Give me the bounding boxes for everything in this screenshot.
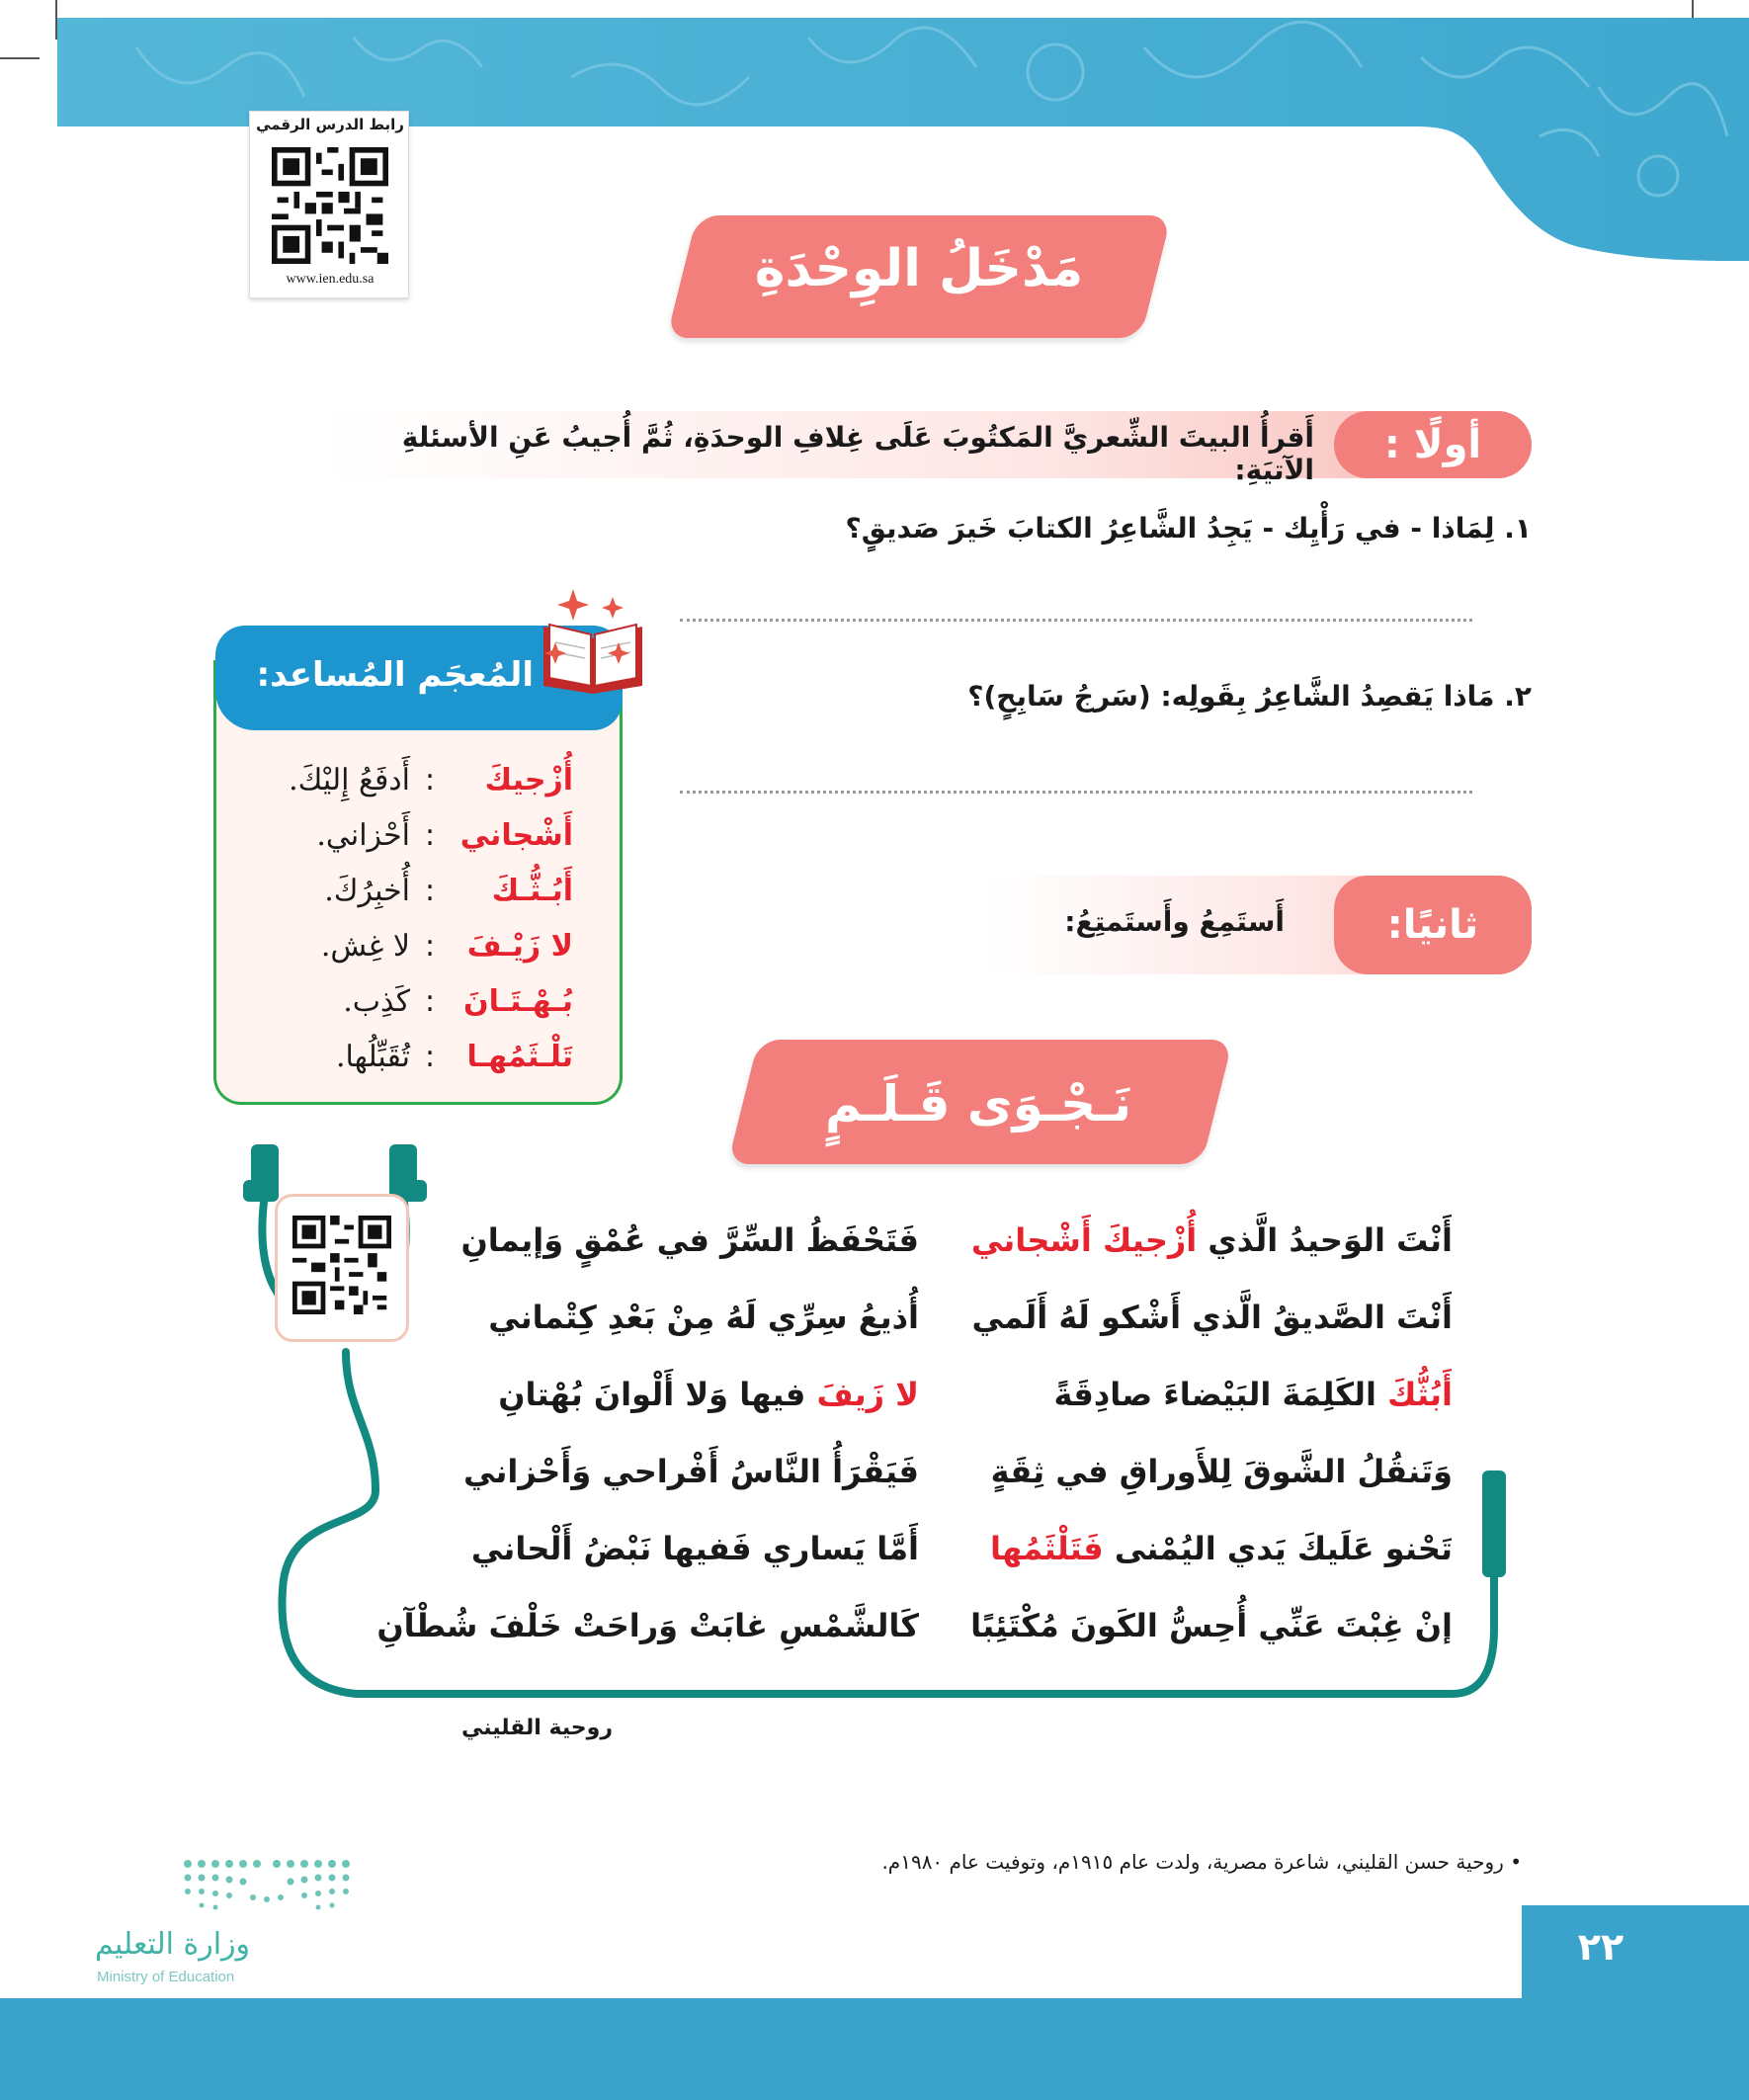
website-url[interactable]: www.ien.edu.sa [286,272,375,287]
dictionary-word: أُزْجيكَ [484,763,573,798]
dictionary-colon: : [424,984,436,1019]
verse-text: أُذيعُ سِرِّي لَهُ مِنْ بَعْدِ كِتْماني [488,1299,919,1336]
section-two-label: ثانيًا: [1334,876,1532,974]
verse-first-half [949,1530,1453,1567]
poet-name: روحية القليني [460,1716,613,1740]
question-1: ١. لِمَاذا - في رَأْيِك - يَجِدُ الشَّاعِرُ الكتابَ خَيرَ صَديقٍ؟ [845,512,1532,545]
digital-lesson-caption: رابط الدرس الرقمي [256,116,404,133]
verse-text: تَحْنو عَلَيكَ يَدي اليُمْنى [1103,1530,1453,1567]
footer-band [0,1998,1749,2100]
verse-highlight: فَتَلْثَمُها [989,1530,1104,1567]
verse-text: أَنْتَ الصَّديقُ الَّذي أَشْكو لَهُ أَلَمي [971,1299,1453,1336]
dictionary-title: المُعجَم المُساعد: [256,655,534,695]
dictionary-colon: : [424,763,436,798]
dictionary-word: بُـهْـتَـانَ [463,984,573,1019]
verse-second-half [415,1376,919,1413]
verse-text: أَمَّا يَساري فَفيها نَبْضُ أَلْحاني [470,1530,919,1567]
verse-text: فَيَقْرَأُ النَّاسُ أَفْراحي وَأَحْزاني [463,1453,919,1490]
dictionary-meaning: أَدفَعُ إِليْكَ. [289,763,410,798]
verse-text: وَتَنقُلُ الشَّوقَ لِلأَوراقِ في ثِقَةٍ [990,1453,1453,1490]
verse-second-half [415,1299,919,1336]
verse-text: فيها وَلا أَلْوانَ بُهْتانِ [498,1376,817,1413]
verse-second-half [415,1221,919,1259]
dictionary-entry [247,763,573,812]
qr-code-icon[interactable] [272,147,388,264]
question-2: ٢. مَاذا يَقصِدُ الشَّاعِرُ بِقَولِه: (سَرجُ سَابِحٍ)؟ [967,680,1532,713]
dictionary-colon: : [424,929,436,964]
dictionary-entry [247,1040,573,1089]
dictionary-entry [247,984,573,1034]
verse-text: الكَلِمَةَ البَيْضاءَ صادِقَةً [1053,1376,1388,1413]
verse-text: أَنْتَ الوَحيدُ الَّذي [1197,1221,1453,1259]
verse-second-half [415,1453,919,1490]
dictionary-colon: : [424,874,436,908]
dictionary-word: تَلْـثَمُهـا [466,1040,573,1074]
dictionary-entry [247,929,573,978]
verse-second-half [376,1607,919,1644]
unit-title: مَدْخَلُ الوِحْدَةِ [754,239,1084,298]
verse-highlight: أَبُثُّكَ [1387,1376,1453,1413]
verse-first-half [949,1221,1453,1259]
verse-highlight: لا زَيفَ [816,1376,919,1413]
dictionary-meaning: أَحْزاني. [316,818,410,853]
section-one-instruction: أَقرأُ البيتَ الشِّعريَّ المَكتُوبَ عَلَى غِلافِ الوحدَةِ، ثُمَّ أُجيبُ عَنِ الأسئلةِ الآتيَةِ: [401,421,1314,486]
dictionary-colon: : [424,818,436,853]
verse-first-half [949,1453,1453,1490]
ministry-name-english: Ministry of Education [97,1969,235,1985]
digital-lesson-qr-card[interactable] [249,111,409,298]
dictionary-meaning: كَذِب. [343,984,410,1019]
section-one-label: أولًا : [1334,411,1532,478]
dictionary-meaning: تُقَبِّلُها. [335,1040,410,1074]
verse-text: كَالشَّمْسِ غابَتْ وَراحَتْ خَلْفَ شُطْآنِ [376,1607,919,1644]
qr-code-icon[interactable] [292,1216,391,1314]
poet-footnote: • روحية حسن القليني، شاعرة مصرية، ولدت عام ١٩١٥م، وتوفيت عام ١٩٨٠م. [881,1850,1522,1874]
page-number: ٢٢ [1577,1925,1624,1969]
dictionary-entry [247,818,573,868]
ministry-name-arabic: وزارة التعليم [95,1927,251,1962]
section-two-instruction: أَستَمِعُ وأَستَمتِعُ: [1064,905,1285,938]
dictionary-meaning: أُخبِرُكَ. [324,874,410,908]
dictionary-word: أَبُـثُّـكَ [491,874,573,908]
answer-line-1[interactable] [680,619,1472,622]
ministry-logo-icon [178,1854,356,1913]
dictionary-entry [247,874,573,923]
dictionary-word: أَشْجاني [459,818,573,853]
verse-second-half [415,1530,919,1567]
dictionary-word: لا زَيْـفَ [466,929,573,964]
verse-highlight: أُزْجيكَ أَشْجاني [970,1221,1198,1259]
verse-text: فَتَحْفَظُ السِّرَّ في عُمْقٍ وَإيمانِ [460,1221,919,1259]
poem-title: نَـجْـوَى قَـلَـمٍ [824,1075,1132,1133]
verse-first-half [949,1607,1453,1644]
verse-first-half [949,1376,1453,1413]
verse-text: إنْ غِبْتَ عَنِّي أُحِسُّ الكَونَ مُكْتَئِبًا [970,1607,1453,1644]
dictionary-colon: : [424,1040,436,1074]
dictionary-meaning: لا غِش. [320,929,410,964]
answer-line-2[interactable] [680,791,1472,794]
open-book-icon [534,587,652,696]
crop-mark [0,57,40,59]
verse-first-half [949,1299,1453,1336]
